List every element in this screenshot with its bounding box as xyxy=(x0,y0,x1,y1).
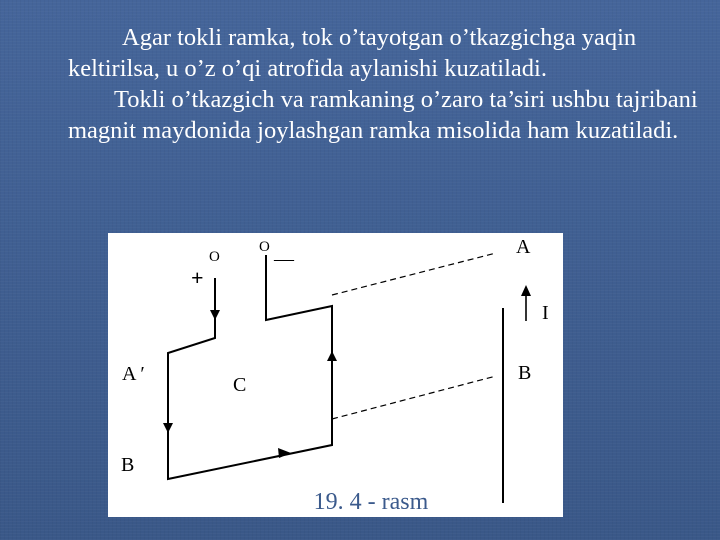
figure-diagram xyxy=(108,233,563,517)
arrow-down-left-top xyxy=(210,310,220,320)
A-prime-label: A ′ xyxy=(122,363,145,385)
slide-text xyxy=(68,22,708,146)
paragraph-2: Tokli o’tkazgich va ramkaning o’zaro ta’siri ushbu tajribani magnit maydonida joylashgan ramka misolida ham kuzatiladi. xyxy=(68,86,698,144)
arrow-bottom-right xyxy=(278,448,291,458)
terminal-right-label: O xyxy=(259,239,270,255)
direction-arrows xyxy=(163,310,337,458)
figure-caption: 19. 4 - rasm xyxy=(284,485,458,517)
paragraph-1: Agar tokli ramka, tok o’tayotgan o’tkazgichga yaqin keltirilsa, u o’z o’qi atrofida aylanishi kuzatiladi. xyxy=(68,24,637,82)
current-arrow xyxy=(521,285,531,321)
circuit-diagram xyxy=(108,233,563,517)
A-top-label: A xyxy=(516,236,531,258)
minus-label: — xyxy=(274,248,294,270)
plus-label: + xyxy=(191,265,204,290)
dashed-lines xyxy=(332,253,496,419)
terminal-left-label: O xyxy=(209,249,220,265)
B-bottom-label: B xyxy=(121,454,135,476)
B-right-label: B xyxy=(518,362,532,384)
arrow-down-left xyxy=(163,423,173,433)
current-label: I xyxy=(542,302,549,324)
C-label: C xyxy=(233,374,247,396)
arrow-up-right xyxy=(327,351,337,361)
